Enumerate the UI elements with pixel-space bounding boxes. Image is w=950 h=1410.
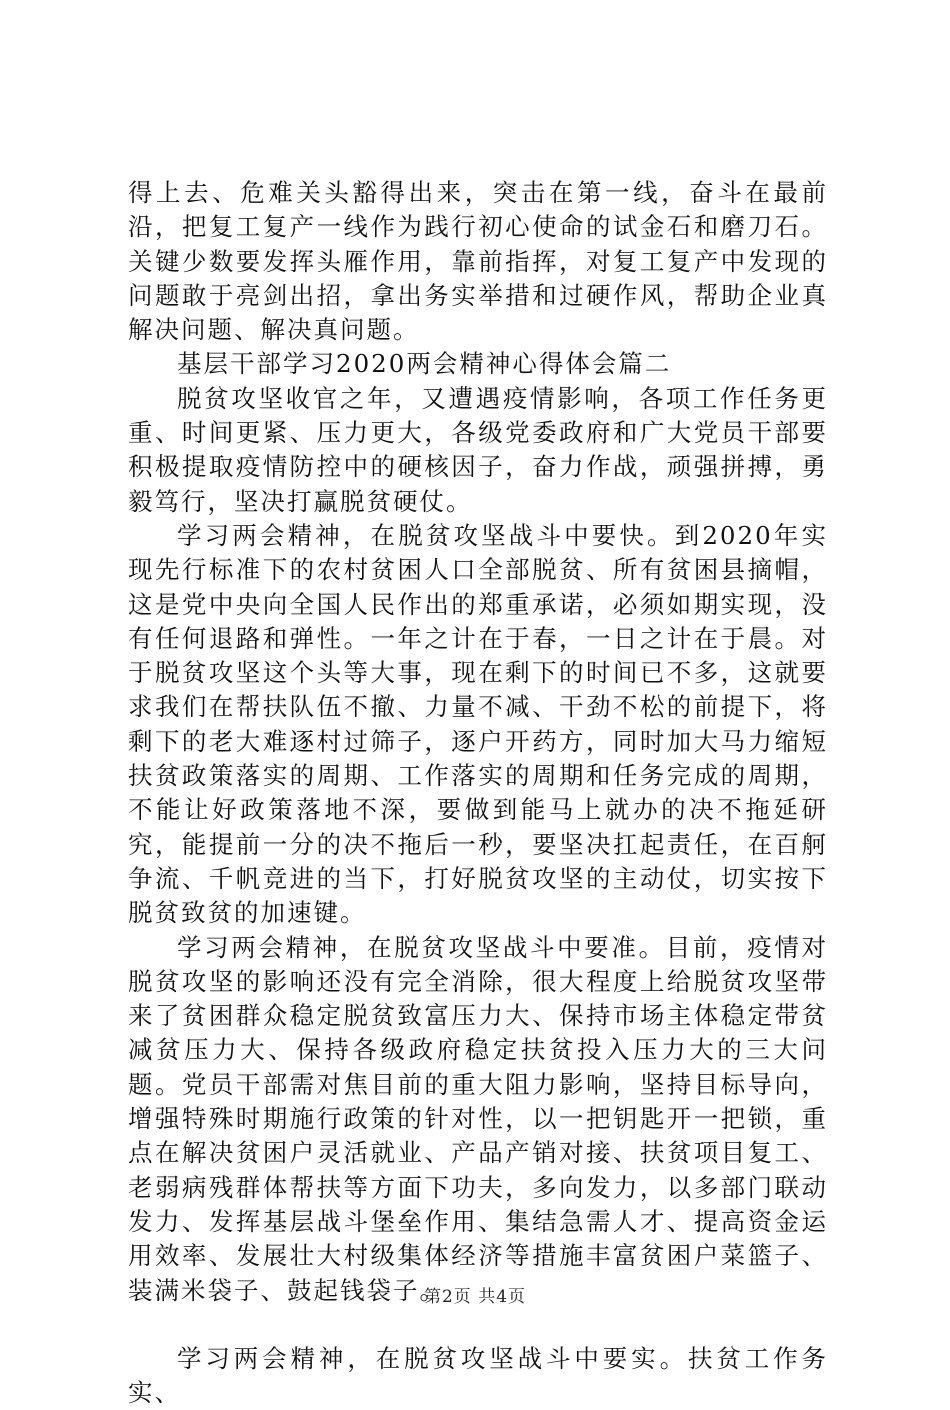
section-heading: 基层干部学习2020两会精神心得体会篇二	[177, 349, 672, 379]
paragraph-intro: 脱贫攻坚收官之年，又遭遇疫情影响，各项工作任务更重、时间更紧、压力更大，各级党委政府和广大党员干部要积极提取疫情防控中的硬核因子，奋力作战，顽强拼搏，勇毅笃行，坚决打赢脱贫硬仗。	[128, 383, 828, 516]
paragraph-continued: 得上去、危难关头豁得出来，突击在第一线，奋斗在最前沿，把复工复产一线作为践行初心使命的试金石和磨刀石。关键少数要发挥头雁作用，靠前指挥，对复工复产中发现的问题敢于亮剑出招，拿出务实举措和过硬作风，帮助企业真解决问题、解决真问题。	[128, 178, 828, 345]
paragraph-fast: 学习两会精神，在脱贫攻坚战斗中要快。到2020年实现先行标准下的农村贫困人口全部脱贫、所有贫困县摘帽，这是党中央向全国人民作出的郑重承诺，必须如期实现，没有任何退路和弹性。一年之计在于春，一日之计在于晨。对于脱贫攻坚这个头等大事，现在剩下的时间已不多，这就要求我们在帮扶队伍不撤、力量不减、干劲不松的前提下，将剩下的老大难逐村过筛子，逐户开药方，同时加大马力缩短扶贫政策落实的周期、工作落实的周期和任务完成的周期，不能让好政策落地不深，要做到能马上就办的决不拖延研究，能提前一分的决不拖后一秒，要坚决扛起责任，在百舸争流、千帆竞进的当下，打好脱贫攻坚的主动仗，切实按下脱贫致贫的加速键。	[128, 520, 828, 928]
page-number-label: 第2页 共4页	[423, 1287, 527, 1307]
page-footer	[0, 1282, 950, 1307]
paragraph-solid: 学习两会精神，在脱贫攻坚战斗中要实。扶贫工作务实、	[128, 1343, 828, 1408]
document-body	[128, 176, 828, 1410]
paragraph-accurate: 学习两会精神，在脱贫攻坚战斗中要准。目前，疫情对脱贫攻坚的影响还没有完全消除，很大程度上给脱贫攻坚带来了贫困群众稳定脱贫致富压力大、保持市场主体稳定带贫减贫压力大、保持各级政府稳定扶贫投入压力大的三大问题。党员干部需对焦目前的重大阻力影响，坚持目标导向，增强特殊时期施行政策的针对性，以一把钥匙开一把锁，重点在解决贫困户灵活就业、产品产销对接、扶贫项目复工、老弱病残群体帮扶等方面下功夫，多向发力，以多部门联动发力、发挥基层战斗堡垒作用、集结急需人才、提高资金运用效率、发展壮大村级集体经济等措施丰富贫困户菜篮子、装满米袋子、鼓起钱袋子。	[128, 932, 828, 1305]
